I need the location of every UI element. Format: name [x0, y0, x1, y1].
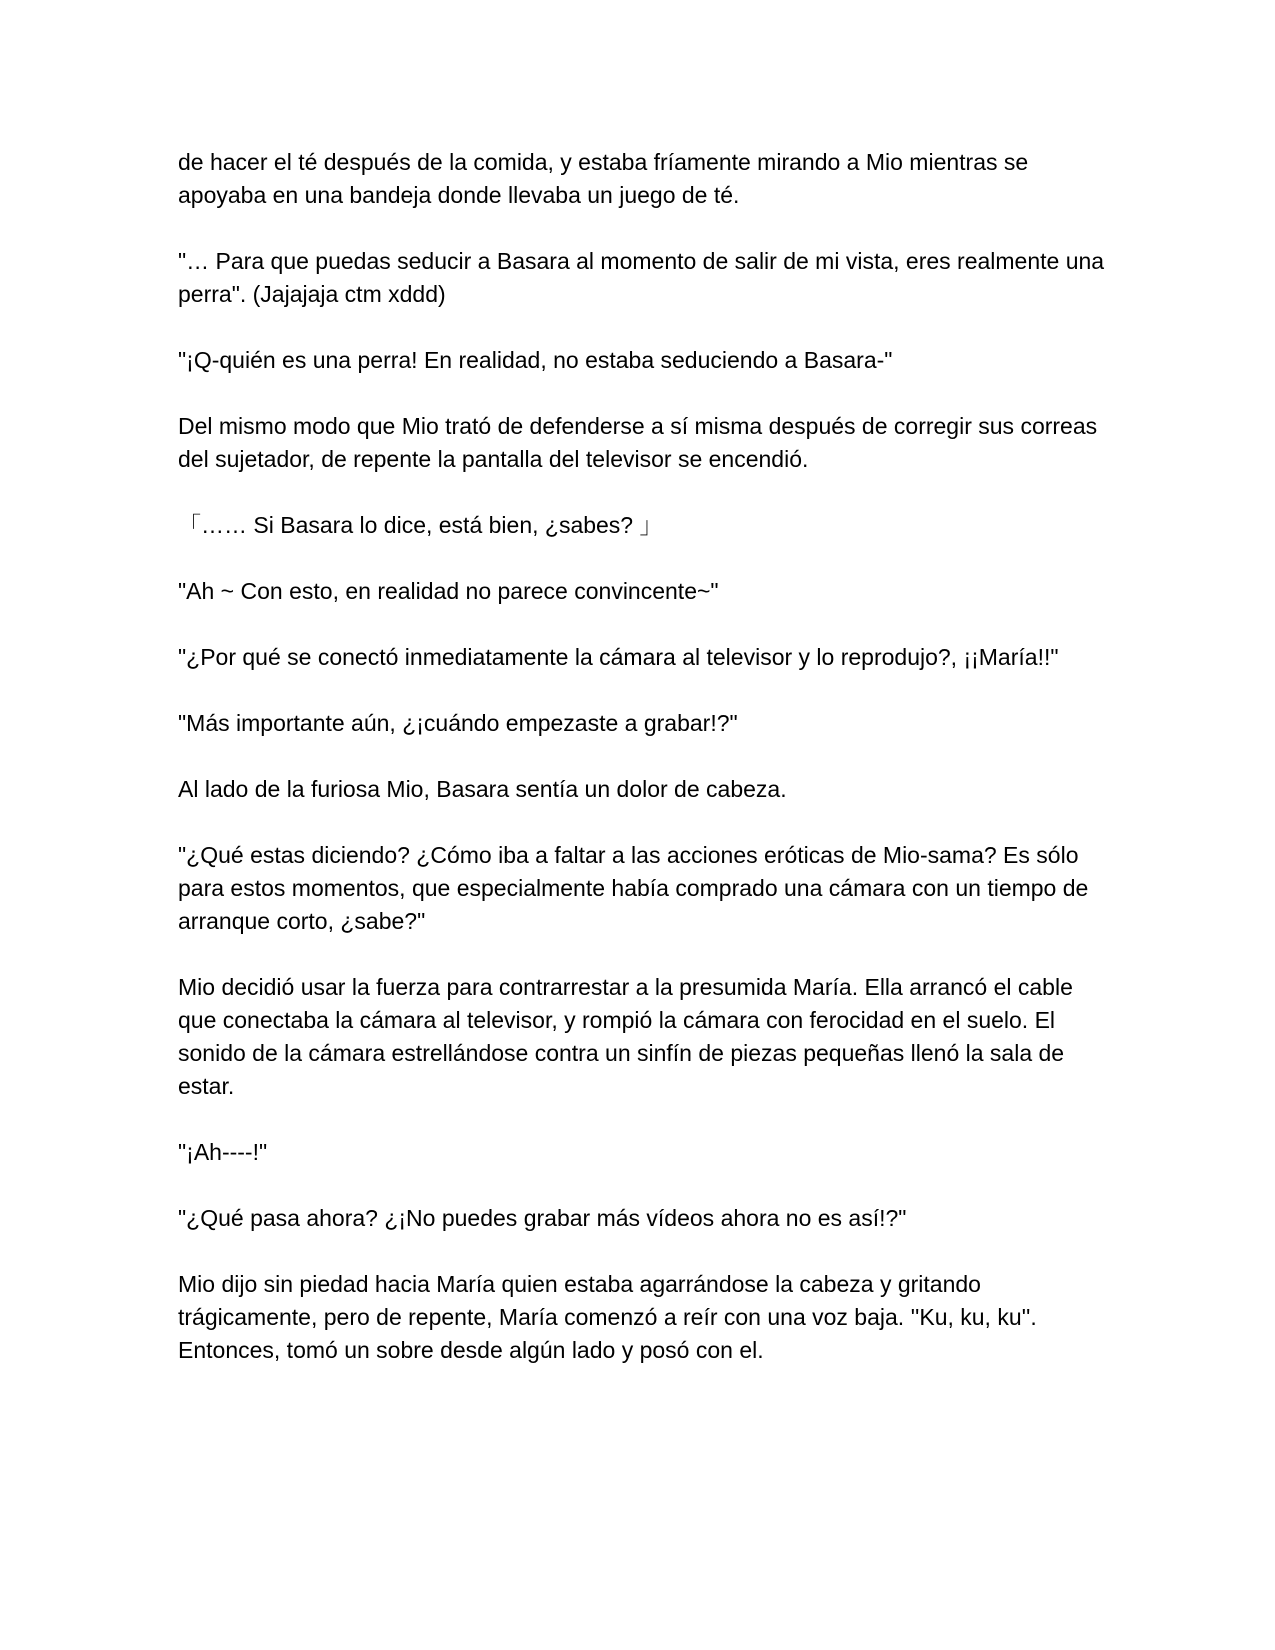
- paragraph: Mio decidió usar la fuerza para contrarrestar a la presumida María. Ella arrancó el cable que conectaba la cámara al televisor, y rompió la cámara con ferocidad en el suelo. El sonido de la cámara estrellándose contra un sinfín de piezas pequeñas llenó la sala de estar.: [178, 974, 1080, 1099]
- paragraph: "¡Q-quién es una perra! En realidad, no estaba seduciendo a Basara-": [178, 347, 893, 373]
- paragraph: Mio dijo sin piedad hacia María quien estaba agarrándose la cabeza y gritando trágicamente, pero de repente, María comenzó a reír con una voz baja. ''Ku, ku, ku''. Entonces, tomó un sobre desde algún lado y posó con el.: [178, 1271, 1044, 1363]
- paragraph: "¿Qué pasa ahora? ¿¡No puedes grabar más vídeos ahora no es así!?": [178, 1205, 907, 1231]
- paragraph: Del mismo modo que Mio trató de defenderse a sí misma después de corregir sus correas del sujetador, de repente la pantalla del televisor se encendió.: [178, 413, 1104, 472]
- paragraph: "Más importante aún, ¿¡cuándo empezaste a grabar!?": [178, 710, 738, 736]
- paragraph: "¿Por qué se conectó inmediatamente la cámara al televisor y lo reprodujo?, ¡¡María!!": [178, 644, 1059, 670]
- paragraph: "¿Qué estas diciendo? ¿Cómo iba a faltar a las acciones eróticas de Mio-sama? Es sólo para estos momentos, que especialmente había comprado una cámara con un tiempo de arranque corto, ¿sabe?": [178, 842, 1095, 934]
- document-body: [178, 146, 1111, 1400]
- paragraph: 「…… Si Basara lo dice, está bien, ¿sabes? 」: [178, 512, 663, 538]
- paragraph: de hacer el té después de la comida, y estaba fríamente mirando a Mio mientras se apoyaba en una bandeja donde llevaba un juego de té.: [178, 149, 1035, 208]
- paragraph: Al lado de la furiosa Mio, Basara sentía un dolor de cabeza.: [178, 776, 787, 802]
- paragraph: "Ah ~ Con esto, en realidad no parece convincente~": [178, 578, 719, 604]
- paragraph: "… Para que puedas seducir a Basara al momento de salir de mi vista, eres realmente una perra". (Jajajaja ctm xddd): [178, 248, 1111, 307]
- paragraph: "¡Ah----!": [178, 1139, 268, 1165]
